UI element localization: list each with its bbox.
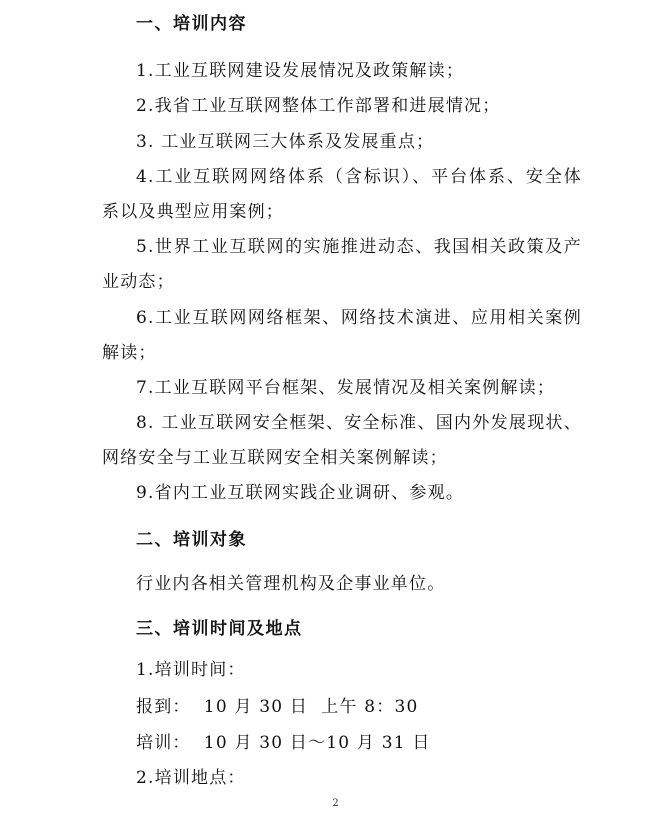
report-time: 报到： 10 月 30 日 上午 8：30 bbox=[136, 697, 419, 717]
list-item: 6.工业互联网网络框架、网络技术演进、应用相关案例 bbox=[136, 308, 582, 328]
list-item-continuation: 系以及典型应用案例； bbox=[102, 202, 284, 222]
list-item-continuation: 业动态； bbox=[102, 272, 175, 292]
list-item: 2.培训地点： bbox=[136, 768, 246, 788]
list-item: 4.工业互联网网络体系（含标识）、平台体系、安全体 bbox=[136, 167, 582, 187]
list-item: 5.世界工业互联网的实施推进动态、我国相关政策及产 bbox=[136, 237, 582, 257]
list-item: 8. 工业互联网安全框架、安全标准、国内外发展现状、 bbox=[136, 413, 582, 433]
section-heading-training-target: 二、培训对象 bbox=[136, 530, 247, 550]
list-item-continuation: 解读； bbox=[102, 343, 157, 363]
list-item: 1.培训时间： bbox=[136, 660, 246, 680]
list-item: 1.工业互联网建设发展情况及政策解读； bbox=[136, 61, 465, 81]
section-heading-time-place: 三、培训时间及地点 bbox=[136, 619, 303, 639]
list-item: 9.省内工业互联网实践企业调研、参观。 bbox=[136, 483, 465, 503]
training-time: 培训： 10 月 30 日～10 月 31 日 bbox=[136, 733, 431, 753]
list-item: 2.我省工业互联网整体工作部署和进展情况； bbox=[136, 96, 501, 116]
paragraph: 行业内各相关管理机构及企事业单位。 bbox=[136, 574, 446, 594]
list-item: 7.工业互联网平台框架、发展情况及相关案例解读； bbox=[136, 378, 556, 398]
list-item-continuation: 网络安全与工业互联网安全相关案例解读； bbox=[102, 448, 448, 468]
page-number: 2 bbox=[332, 798, 339, 809]
section-heading-training-content: 一、培训内容 bbox=[136, 14, 247, 34]
list-item: 3. 工业互联网三大体系及发展重点； bbox=[136, 132, 435, 152]
